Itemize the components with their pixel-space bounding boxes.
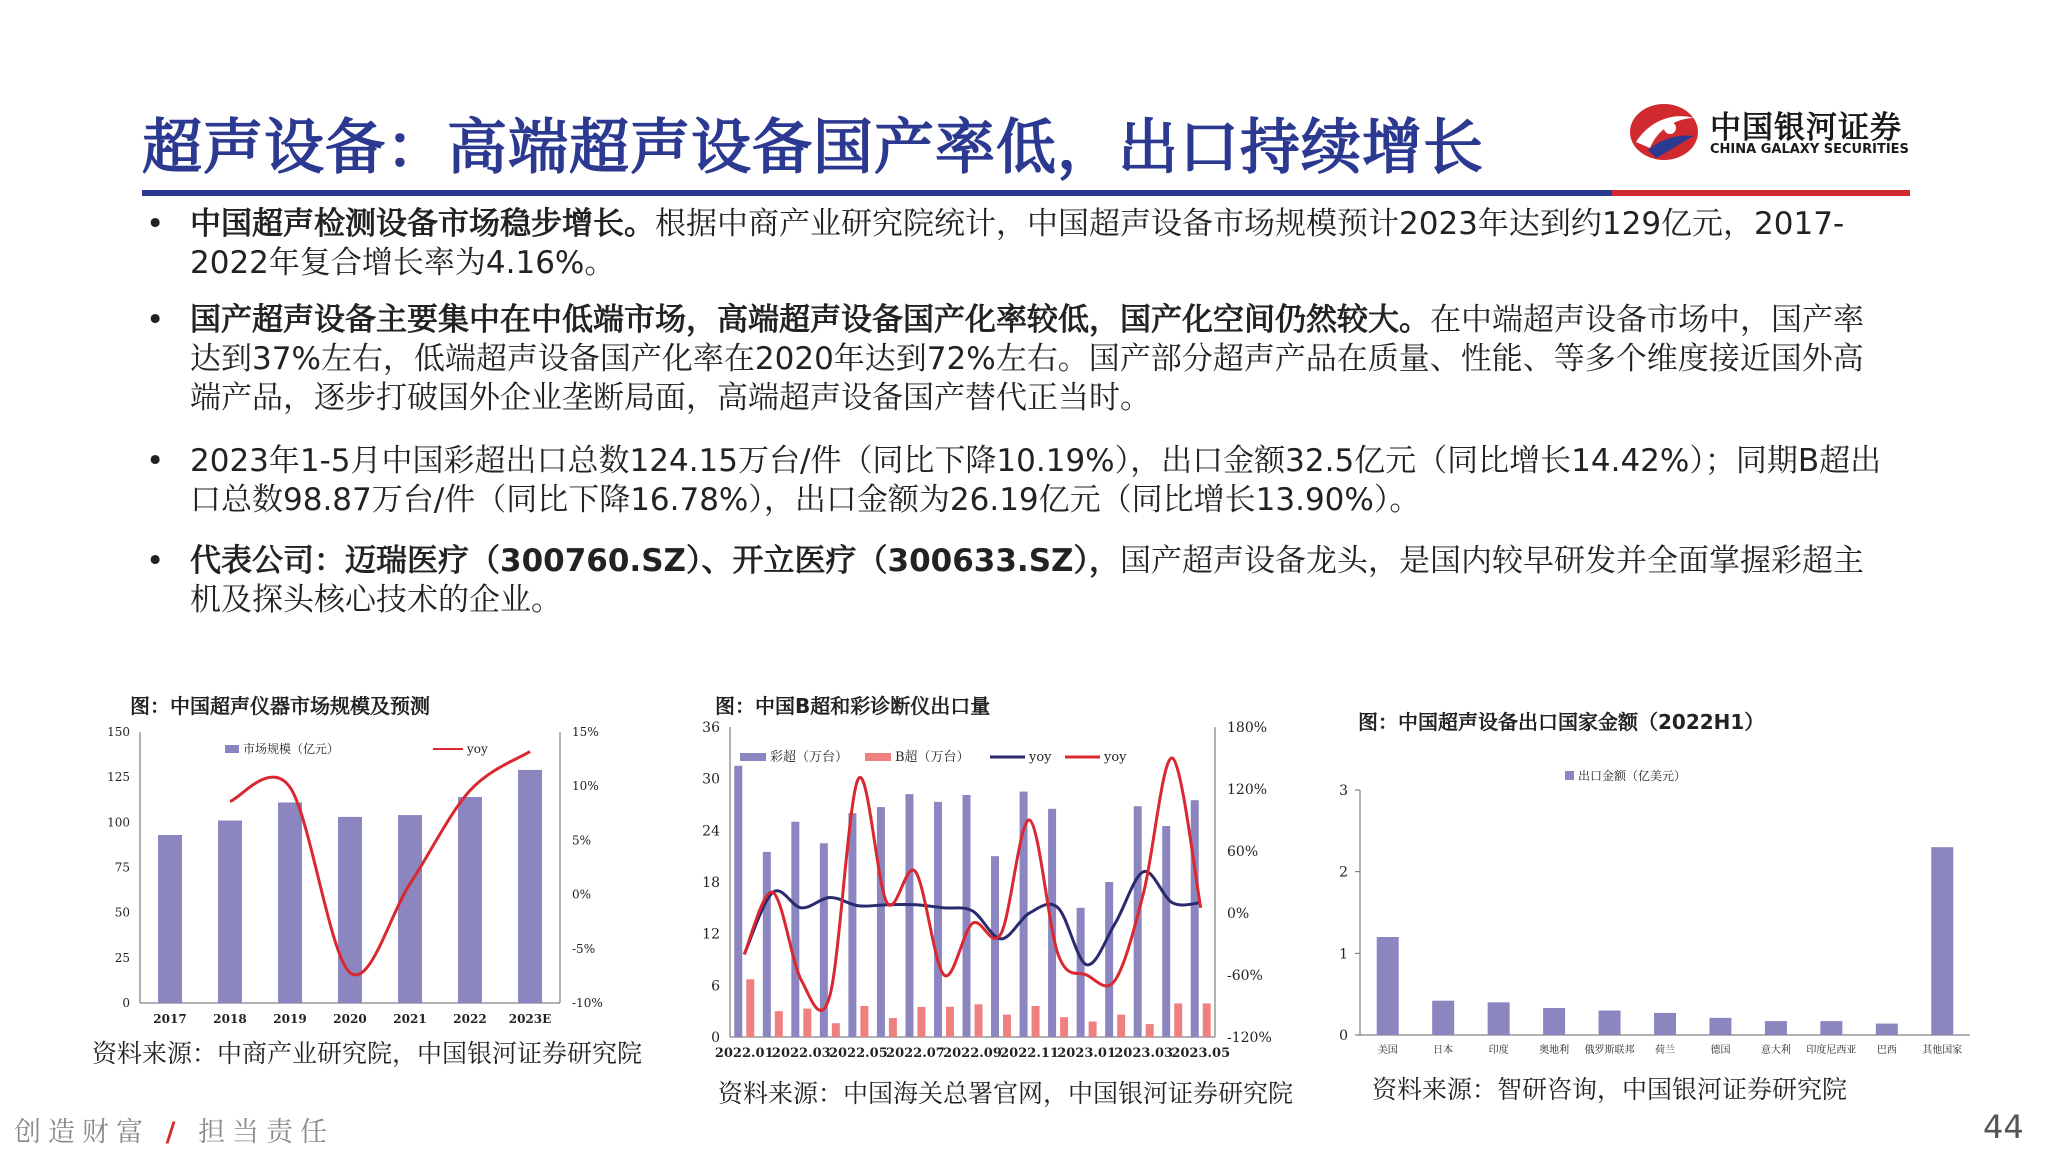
x-tick-label: 2017 — [153, 1012, 187, 1026]
company-logo — [1628, 98, 1918, 168]
y-tick-label-left: 75 — [114, 860, 130, 875]
bar — [518, 770, 542, 1003]
chart1-source: 资料来源：中商产业研究院，中国银河证券研究院 — [92, 1039, 643, 1068]
bar — [1543, 1008, 1565, 1035]
chart3-title: 图：中国超声设备出口国家金额（2022H1） — [1358, 710, 1765, 734]
bar — [1432, 1001, 1454, 1035]
bullet-dot: • — [146, 302, 165, 338]
bar-b-ultrasound — [946, 1007, 954, 1037]
legend-label-yoy-navy: yoy — [1029, 750, 1052, 765]
chart3-export-by-country — [1310, 755, 1990, 1065]
x-tick-label: 2022.07 — [886, 1046, 945, 1061]
bar-b-ultrasound — [1117, 1015, 1125, 1037]
bar-color-ultrasound — [991, 856, 999, 1037]
legend-swatch-b — [865, 753, 891, 761]
bar-color-ultrasound — [791, 822, 799, 1037]
bullet-dot: • — [146, 206, 165, 242]
bar-b-ultrasound — [975, 1004, 983, 1037]
legend-label-yoy-red: yoy — [1104, 750, 1127, 765]
bar-b-ultrasound — [860, 1006, 868, 1037]
bar-b-ultrasound — [746, 979, 754, 1037]
x-tick-label: 日本 — [1433, 1045, 1454, 1056]
chart1-title: 图：中国超声仪器市场规模及预测 — [130, 694, 430, 718]
bar — [398, 815, 422, 1003]
bar-b-ultrasound — [1003, 1015, 1011, 1037]
bar — [1488, 1002, 1510, 1035]
bullet-list — [142, 205, 1882, 638]
bar-color-ultrasound — [734, 766, 742, 1037]
x-tick-label: 巴西 — [1876, 1045, 1897, 1056]
bar — [1377, 937, 1399, 1035]
y-tick-label-right: -120% — [1227, 1030, 1272, 1046]
y-tick-label: 1 — [1339, 946, 1348, 963]
bar-color-ultrasound — [1162, 826, 1170, 1037]
y-tick-label-left: 25 — [114, 950, 130, 965]
footer-separator: / — [165, 1117, 183, 1148]
bar-b-ultrasound — [889, 1018, 897, 1037]
bar — [1876, 1024, 1898, 1035]
chart2-source: 资料来源：中国海关总署官网，中国银河证券研究院 — [718, 1079, 1294, 1108]
x-tick-label: 2022 — [453, 1012, 487, 1026]
bar — [1765, 1021, 1787, 1035]
x-tick-label: 奥地利 — [1539, 1045, 1570, 1056]
bar — [1709, 1018, 1731, 1035]
y-tick-label-right: -60% — [1227, 968, 1263, 984]
bar-b-ultrasound — [832, 1023, 840, 1037]
x-tick-label: 2023E — [508, 1012, 552, 1026]
legend-label-b: B超（万台） — [895, 750, 970, 765]
x-tick-label: 2021 — [393, 1012, 427, 1026]
y-tick-label-right: 180% — [1227, 720, 1268, 736]
logo-text-en: CHINA GALAXY SECURITIES — [1710, 142, 1909, 157]
legend-swatch — [1565, 771, 1574, 780]
legend-label-bar: 市场规模（亿元） — [243, 742, 340, 756]
x-tick-label: 2023.05 — [1171, 1046, 1231, 1061]
y-tick-label-right: 15% — [572, 725, 599, 739]
y-tick-label-left: 125 — [107, 770, 130, 785]
bar-b-ultrasound — [1174, 1003, 1182, 1037]
bar-color-ultrasound — [877, 807, 885, 1037]
footer-slogan — [14, 1110, 334, 1149]
title-divider — [142, 190, 1612, 196]
galaxy-logo-icon — [1628, 98, 1700, 164]
y-tick-label-left: 0 — [122, 996, 130, 1010]
bar-b-ultrasound — [775, 1011, 783, 1037]
title-divider-accent — [1612, 190, 1910, 196]
x-tick-label: 2020 — [333, 1012, 367, 1026]
bar-color-ultrasound — [1191, 800, 1199, 1037]
x-tick-label: 2019 — [273, 1012, 307, 1026]
x-tick-label: 2023.01 — [1057, 1046, 1117, 1061]
x-tick-label: 俄罗斯联邦 — [1584, 1045, 1635, 1056]
x-tick-label: 美国 — [1377, 1045, 1398, 1056]
bar — [1931, 847, 1953, 1035]
chart2-title: 图：中国B超和彩诊断仪出口量 — [715, 694, 991, 718]
x-tick-label: 印度尼西亚 — [1806, 1045, 1857, 1056]
bullet-text: 2023年1-5月中国彩超出口总数124.15万台/件（同比下降10.19%），出口金额32.5亿元（同比增长14.42%）；同期B超出口总数98.87万台/件（同比下降16.78%），出口金额为26.19亿元（同比增长13.90%）。 — [190, 443, 1882, 518]
x-tick-label: 印度 — [1488, 1045, 1509, 1056]
y-tick-label-right: 0% — [1227, 906, 1250, 922]
bullet-dot: • — [146, 543, 165, 579]
x-tick-label: 2022.05 — [828, 1046, 888, 1061]
bar — [218, 821, 242, 1003]
bullet-lead: 代表公司：迈瑞医疗（300760.SZ）、开立医疗（300633.SZ）， — [190, 543, 1120, 579]
bar-color-ultrasound — [1105, 882, 1113, 1037]
bar-b-ultrasound — [1146, 1024, 1154, 1037]
page-title: 超声设备：高端超声设备国产率低，出口持续增长 — [142, 113, 1484, 183]
y-tick-label-right: -10% — [572, 996, 603, 1010]
y-tick-label: 2 — [1339, 864, 1348, 881]
y-tick-label-left: 6 — [711, 978, 720, 995]
bar-b-ultrasound — [1089, 1022, 1097, 1038]
footer-slogan-left: 创造财富 — [14, 1117, 150, 1148]
bar — [158, 835, 182, 1003]
x-tick-label: 2022.09 — [943, 1046, 1002, 1061]
x-tick-label: 2022.03 — [771, 1046, 831, 1061]
bar-color-ultrasound — [763, 852, 771, 1037]
bar-b-ultrasound — [1203, 1003, 1211, 1037]
x-tick-label: 荷兰 — [1655, 1045, 1675, 1056]
legend-label-line: yoy — [467, 742, 488, 756]
bar-b-ultrasound — [1032, 1006, 1040, 1037]
y-tick-label-right: 60% — [1227, 844, 1259, 860]
bar — [458, 797, 482, 1003]
y-tick-label-left: 150 — [107, 725, 130, 739]
x-tick-label: 2023.03 — [1114, 1046, 1174, 1061]
bar — [278, 802, 302, 1003]
bar-b-ultrasound — [1060, 1017, 1068, 1037]
y-tick-label-left: 50 — [114, 905, 130, 920]
y-tick-label-left: 24 — [702, 823, 720, 840]
bullet-item — [142, 301, 1882, 418]
x-tick-label: 2022.11 — [1000, 1046, 1059, 1061]
x-tick-label: 2018 — [213, 1012, 247, 1026]
bullet-dot: • — [146, 443, 165, 479]
bar-color-ultrasound — [905, 794, 913, 1037]
y-tick-label: 3 — [1339, 783, 1348, 799]
y-tick-label: 0 — [1339, 1028, 1348, 1044]
bar-color-ultrasound — [934, 802, 942, 1037]
y-tick-label-left: 36 — [702, 720, 720, 736]
chart3-source: 资料来源：智研咨询，中国银河证券研究院 — [1372, 1075, 1848, 1104]
legend-label-color: 彩超（万台） — [770, 750, 849, 765]
y-tick-label-left: 18 — [702, 875, 720, 891]
x-tick-label: 其他国家 — [1922, 1045, 1963, 1056]
page-number: 44 — [1983, 1108, 2024, 1146]
bar — [1654, 1013, 1676, 1035]
bullet-lead: 国产超声设备主要集中在中低端市场，高端超声设备国产化率较低，国产化空间仍然较大。 — [190, 302, 1430, 338]
bullet-text: 根据中商产业研究院统计，中国超声设备市场规模预计2023年达到约129亿元，2017-2022年复合增长率为4.16%。 — [190, 206, 1845, 281]
x-tick-label: 德国 — [1710, 1045, 1731, 1056]
x-tick-label: 意大利 — [1760, 1045, 1791, 1056]
bar — [1599, 1011, 1621, 1036]
y-tick-label-left: 0 — [711, 1030, 720, 1046]
y-tick-label-right: 10% — [572, 779, 599, 794]
y-tick-label-right: -5% — [572, 941, 596, 956]
bar-b-ultrasound — [803, 1009, 811, 1037]
chart2-export-volume — [680, 715, 1285, 1065]
y-tick-label-left: 12 — [702, 926, 720, 943]
logo-text-cn: 中国银河证券 — [1710, 110, 1902, 146]
bar-b-ultrasound — [917, 1007, 925, 1037]
legend-swatch-bar — [225, 745, 239, 753]
bullet-item — [142, 542, 1882, 620]
bullet-lead: 中国超声检测设备市场稳步增长。 — [190, 206, 655, 242]
bullet-item — [142, 442, 1882, 520]
bar-color-ultrasound — [848, 813, 856, 1037]
legend-swatch-color — [740, 753, 766, 761]
x-tick-label: 2022.01 — [714, 1046, 774, 1061]
y-tick-label-right: 5% — [572, 833, 592, 848]
yoy-line — [230, 752, 530, 975]
bullet-text: 在中端超声设备市场中，国产率达到37%左右，低端超声设备国产化率在2020年达到72%左右。国产部分超声产品在质量、性能、等多个维度接近国外高端产品，逐步打破国外企业垄断局面，高端超声设备国产替代正当时。 — [190, 302, 1864, 416]
legend-label: 出口金额（亿美元） — [1578, 769, 1687, 783]
y-tick-label-right: 120% — [1227, 782, 1268, 798]
bar — [1820, 1021, 1842, 1035]
footer-slogan-right: 担当责任 — [198, 1117, 335, 1148]
y-tick-label-left: 100 — [107, 815, 130, 830]
chart1-market-size — [90, 720, 630, 1040]
bullet-text: 国产超声设备龙头，是国内较早研发并全面掌握彩超主机及探头核心技术的企业。 — [190, 543, 1864, 618]
yoy-line-color-ultrasound — [744, 871, 1200, 964]
bullet-item — [142, 205, 1882, 283]
y-tick-label-left: 30 — [702, 771, 720, 788]
y-tick-label-right: 0% — [572, 887, 592, 902]
bar-color-ultrasound — [963, 795, 971, 1037]
